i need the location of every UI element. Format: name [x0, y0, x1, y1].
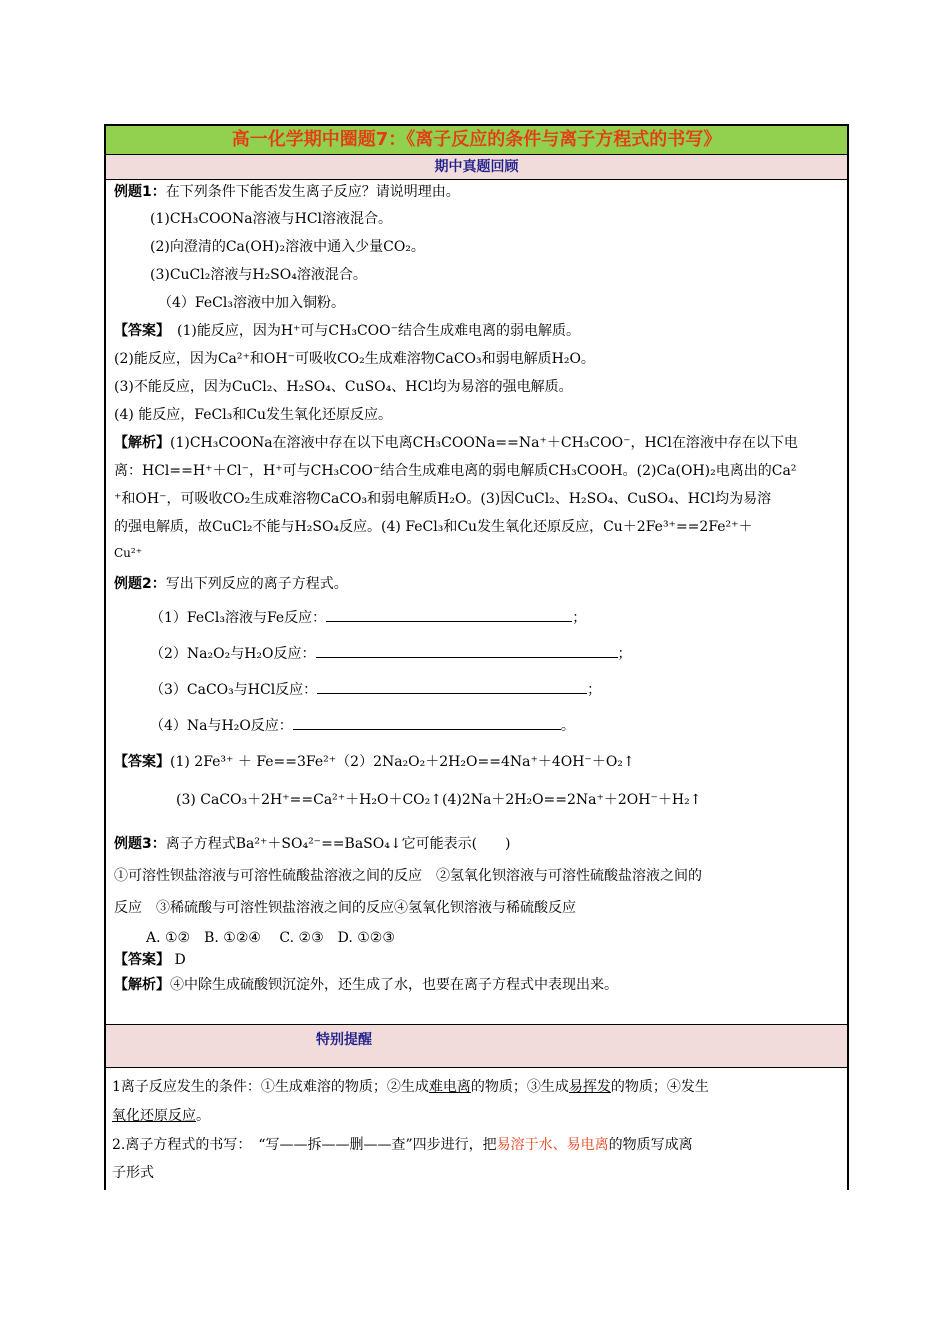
tips-content: [106, 1072, 847, 1190]
example1-answer-line: (4) 能反应，FeCl₃和Cu发生氧化还原反应。: [114, 407, 393, 423]
example3-explanation: 【解析】④中除生成硫酸钡沉淀外，还生成了水，也要在离子方程式中表现出来。: [114, 977, 618, 993]
example2-item: （1）FeCl₃溶液与Fe反应： ；: [114, 606, 839, 642]
example1-answer: 【答案】 (1)能反应，因为H⁺可与CH₃COO⁻结合生成难电离的弱电解质。: [114, 323, 581, 339]
example3-options: A. ①② B. ①②④ C. ②③ D. ①②③: [146, 930, 395, 946]
answer-blank[interactable]: [326, 607, 572, 622]
review-content: [106, 182, 847, 1024]
example2-question: 例题2：写出下列反应的离子方程式。: [114, 576, 348, 592]
example3-answer: 【答案】 D: [114, 952, 186, 968]
section-heading-review: 期中真题回顾: [106, 155, 847, 180]
example3-choice-text: 反应 ③稀硫酸与可溶性钡盐溶液之间的反应④氢氧化钡溶液与稀硫酸反应: [114, 900, 576, 916]
example1-explanation-line: ⁺和OH⁻，可吸收CO₂生成难溶物CaCO₃和弱电解质H₂O。(3)因CuCl₂、H₂SO₄、CuSO₄、HCl均为易溶: [114, 491, 772, 507]
example3-choice-text: ①可溶性钡盐溶液与可溶性硫酸盐溶液之间的反应 ②氢氧化钡溶液与可溶性硫酸盐溶液之间的: [114, 868, 702, 884]
example1-answer-line: (3)不能反应，因为CuCl₂、H₂SO₄、CuSO₄、HCl均为易溶的强电解质。: [114, 379, 573, 395]
section-heading-tips: 特别提醒: [106, 1024, 847, 1068]
example1-item: (2)向澄清的Ca(OH)₂溶液中通入少量CO₂。: [150, 239, 425, 255]
answer-blank[interactable]: [316, 643, 618, 658]
example1-item: (3)CuCl₂溶液与H₂SO₄溶液混合。: [150, 267, 367, 283]
example1-item: （4）FeCl₃溶液中加入铜粉。: [158, 295, 345, 311]
example1-item: (1)CH₃COONa溶液与HCl溶液混合。: [150, 211, 393, 227]
example1-explanation-line: Cu²⁺: [114, 546, 143, 560]
example1-explanation-line: 的强电解质，故CuCl₂不能与H₂SO₄反应。(4) FeCl₃和Cu发生氧化还原反应，Cu＋2Fe³⁺==2Fe²⁺＋: [114, 519, 753, 535]
example1-answer-line: (2)能反应，因为Ca²⁺和OH⁻可吸收CO₂生成难溶物CaCO₃和弱电解质H₂O。: [114, 351, 595, 367]
answer-blank[interactable]: [317, 679, 587, 694]
example2-item: （3）CaCO₃与HCl反应： ；: [114, 678, 839, 714]
tip-1-cont: 氧化还原反应。: [112, 1108, 210, 1124]
tip-2-cont: 子形式: [112, 1165, 154, 1181]
example1-explanation: 【解析】(1)CH₃COONa在溶液中存在以下电离CH₃COONa==Na⁺＋CH₃COO⁻，HCl在溶液中存在以下电: [114, 435, 798, 451]
example2-item: （4）Na与H₂O反应： 。: [114, 714, 839, 750]
example2-answer: 【答案】(1) 2Fe³⁺ ＋ Fe==3Fe²⁺（2）2Na₂O₂＋2H₂O==4Na⁺＋4OH⁻＋O₂↑: [114, 754, 635, 770]
tip-2: 2.离子方程式的书写： “写——拆——删——查”四步进行，把易溶于水、易电离的物质写成离: [112, 1137, 693, 1153]
example1-explanation-line: 离：HCl==H⁺＋Cl⁻，H⁺可与CH₃COO⁻结合生成难电离的弱电解质CH₃COOH。(2)Ca(OH)₂电离出的Ca²: [114, 463, 797, 479]
example1-question: 例题1：在下列条件下能否发生离子反应？请说明理由。: [114, 184, 460, 200]
document-box: [104, 124, 849, 1190]
example2-item: （2）Na₂O₂与H₂O反应： ；: [114, 642, 839, 678]
tip-1: 1离子反应发生的条件：①生成难溶的物质；②生成难电离的物质；③生成易挥发的物质；④发生: [112, 1079, 709, 1095]
page-title: 高一化学期中圈题7：《离子反应的条件与离子方程式的书写》: [106, 126, 847, 155]
answer-blank[interactable]: [293, 715, 561, 730]
example3-question: 例题3：离子方程式Ba²⁺＋SO₄²⁻==BaSO₄↓它可能表示( ): [114, 836, 511, 852]
example2-answer-line: (3) CaCO₃＋2H⁺==Ca²⁺＋H₂O＋CO₂↑(4)2Na＋2H₂O==2Na⁺＋2OH⁻＋H₂↑: [176, 792, 702, 808]
